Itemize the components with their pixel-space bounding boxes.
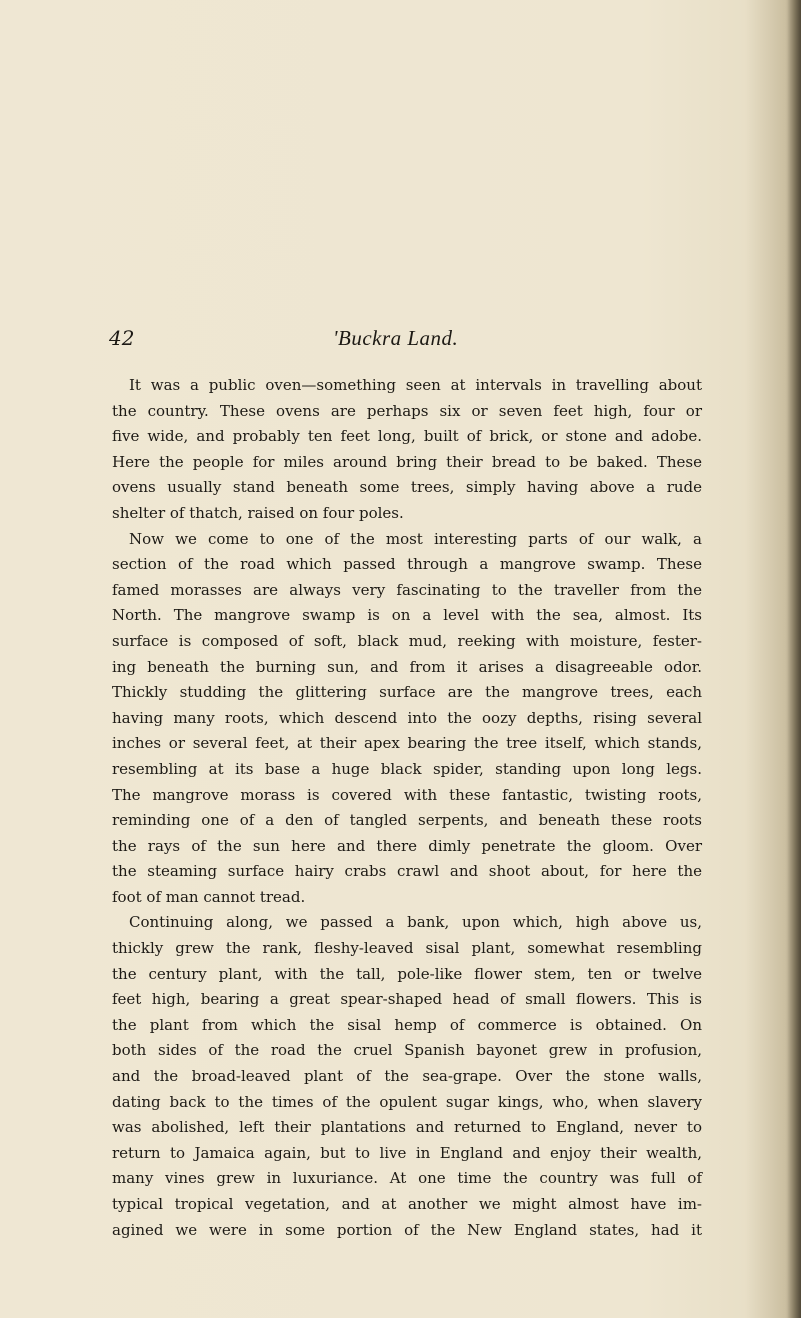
running-title: 'Buckra Land.: [333, 326, 459, 350]
text-line: surface is composed of soft, black mud, reeking with moisture, fester-: [112, 631, 702, 650]
text-line: the steaming surface hairy crabs crawl and shoot about, for here the: [112, 862, 702, 881]
text-line: the plant from which the sisal hemp of commerce is obtained. On: [112, 1015, 702, 1034]
text-line: Here the people for miles around bring their bread to be baked. These: [112, 452, 702, 471]
text-line: Continuing along, we passed a bank, upon which, high above us,: [129, 913, 702, 932]
text-line: ing beneath the burning sun, and from it arises a disagreeable odor.: [112, 657, 702, 676]
text-line: thickly grew the rank, fleshy-leaved sisal plant, somewhat resembling: [112, 939, 702, 958]
text-line: typical tropical vegetation, and at another we might almost have im-: [112, 1195, 702, 1213]
text-line: the century plant, with the tall, pole-like flower stem, ten or twelve: [112, 964, 702, 983]
text-line: and the broad-leaved plant of the sea-grape. Over the stone walls,: [112, 1067, 702, 1086]
body-text: [112, 373, 702, 1243]
text-line: It was a public oven—something seen at intervals in travelling about: [129, 376, 702, 394]
text-line: Thickly studding the glittering surface are the mangrove trees, each: [112, 683, 702, 702]
text-line: foot of man cannot tread.: [112, 887, 306, 906]
text-line: section of the road which passed through a mangrove swamp. These: [112, 555, 702, 574]
page-edge-shadow: [787, 0, 801, 1318]
text-line: return to Jamaica again, but to live in England and enjoy their wealth,: [112, 1143, 702, 1162]
page-number: 42: [109, 326, 135, 350]
text-line: the country. These ovens are perhaps six or seven feet high, four or: [112, 401, 702, 420]
text-line: having many roots, which descend into the oozy depths, rising several: [112, 708, 702, 727]
text-line: dating back to the times of the opulent sugar kings, who, when slavery: [112, 1092, 702, 1111]
text-line: resembling at its base a huge black spider, standing upon long legs.: [112, 759, 702, 778]
text-line: five wide, and probably ten feet long, built of brick, or stone and adobe.: [112, 427, 702, 446]
text-line: both sides of the road the cruel Spanish bayonet grew in profusion,: [112, 1041, 702, 1060]
text-line: was abolished, left their plantations and returned to England, never to: [112, 1118, 702, 1137]
text-line: feet high, bearing a great spear-shaped head of small flowers. This is: [112, 990, 702, 1009]
text-line: Now we come to one of the most interesting parts of our walk, a: [129, 529, 702, 548]
text-line: the rays of the sun here and there dimly penetrate the gloom. Over: [112, 836, 702, 855]
text-line: North. The mangrove swamp is on a level with the sea, almost. Its: [112, 606, 702, 625]
text-line: many vines grew in luxuriance. At one time the country was full of: [112, 1169, 702, 1188]
text-line: ovens usually stand beneath some trees, simply having above a rude: [112, 478, 702, 497]
text-line: agined we were in some portion of the New England states, had it: [112, 1220, 702, 1239]
text-line: famed morasses are always very fascinating to the traveller from the: [112, 580, 702, 599]
running-head: [0, 326, 801, 356]
text-line: reminding one of a den of tangled serpents, and beneath these roots: [112, 811, 702, 830]
text-line: shelter of thatch, raised on four poles.: [112, 503, 404, 522]
text-line: inches or several feet, at their apex bearing the tree itself, which stands,: [112, 734, 702, 753]
text-line: The mangrove morass is covered with these fantastic, twisting roots,: [112, 785, 702, 804]
